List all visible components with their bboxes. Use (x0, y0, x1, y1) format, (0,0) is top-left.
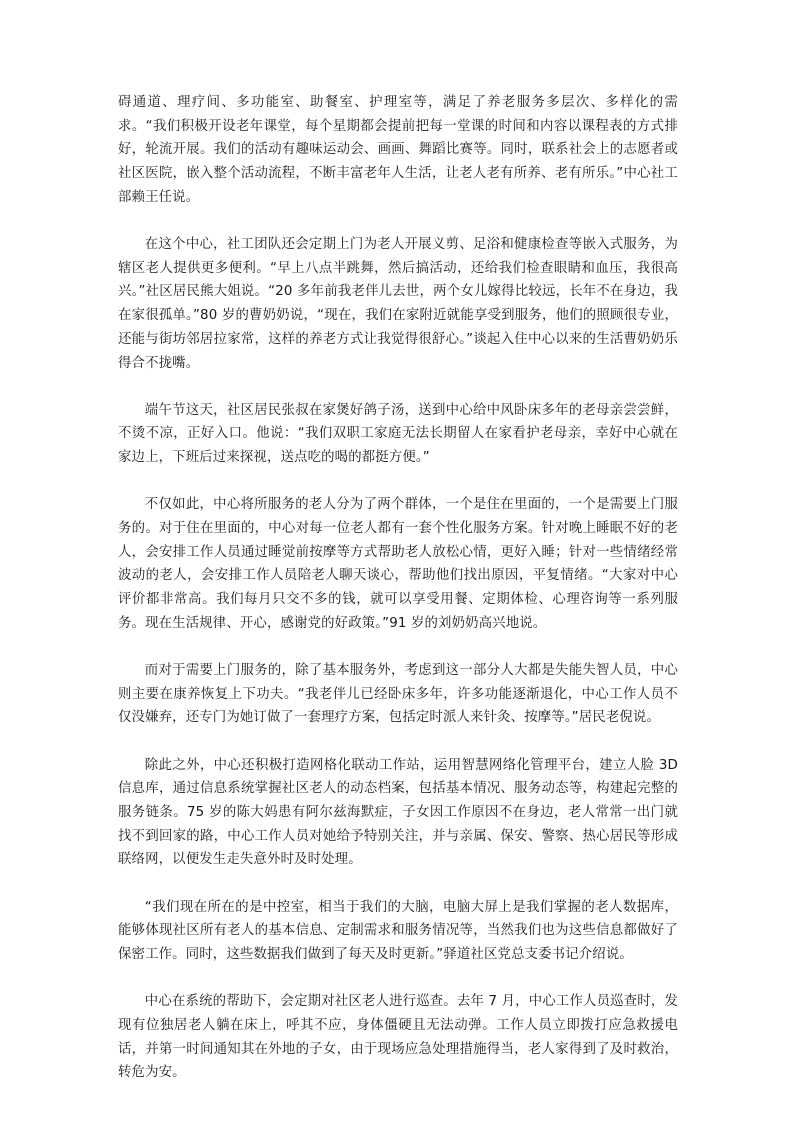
paragraph-7: “我们现在所在的是中控室，相当于我们的大脑，电脑大屏上是我们掌握的老人数据库，能够体现社区所有老人的基本信息、定制需求和服务情况等，当然我们也为这些信息都做好了保密工作。同时，这些数据我们做到了每天及时更新。”驿道社区党总支委书记介绍说。 (118, 899, 678, 963)
paragraph-3: 端午节这天，社区居民张叔在家煲好鸽子汤，送到中心给中风卧床多年的老母亲尝尝鲜，不烫不凉，正好入口。他说：“我们双职工家庭无法长期留人在家看护老母亲，幸好中心就在家边上，下班后过来探视，送点吃的喝的都挺方便。” (118, 402, 678, 466)
paragraph-6: 除此之外，中心还积极打造网格化联动工作站，运用智慧网络化管理平台，建立人脸 3D 信息库，通过信息系统掌握社区老人的动态档案，包括基本情况、服务动态等，构建起完整的服务链条。75 岁的陈大妈患有阿尔兹海默症，子女因工作原因不在身边，老人常常一出门就找不到回家的路，中心工作人员对她给予特别关注，并与亲属、保安、警察、热心居民等形成联络网，以便发生走失意外时及时处理。 (118, 757, 678, 868)
paragraph-1: 碍通道、理疗间、多功能室、助餐室、护理室等，满足了养老服务多层次、多样化的需求。“我们积极开设老年课堂，每个星期都会提前把每一堂课的时间和内容以课程表的方式排好，轮流开展。我们的活动有趣味运动会、画画、舞蹈比赛等。同时，联系社会上的志愿者或社区医院，嵌入整个活动流程，不断丰富老年人生活，让老人老有所养、老有所乐。”中心社工部赖王任说。 (118, 95, 678, 205)
paragraph-4: 不仅如此，中心将所服务的老人分为了两个群体，一个是住在里面的，一个是需要上门服务的。对于住在里面的，中心对每一位老人都有一套个性化服务方案。针对晚上睡眠不好的老人，会安排工作人员通过睡觉前按摩等方式帮助老人放松心情，更好入睡；针对一些情绪经常波动的老人，会安排工作人员陪老人聊天谈心，帮助他们找出原因，平复情绪。“大家对中心评价都非常高。我们每月只交不多的钱，就可以享受用餐、定期体检、心理咨询等一系列服务。现在生活规律、开心，感谢党的好政策。”91 岁的刘奶奶高兴地说。 (118, 497, 678, 631)
article-body (118, 91, 678, 1109)
paragraph-8: 中心在系统的帮助下，会定期对社区老人进行巡查。去年 7 月，中心工作人员巡查时，发现有位独居老人躺在床上，呼其不应，身体僵硬且无法动弹。工作人员立即拨打应急救援电话，并第一时间通知其在外地的子女，由于现场应急处理措施得当，老人家得到了及时救治，转危为安。 (118, 994, 678, 1081)
paragraph-5: 而对于需要上门服务的，除了基本服务外，考虑到这一部分人大都是失能失智人员，中心则主要在康养恢复上下功夫。“我老伴儿已经卧床多年，许多功能逐渐退化，中心工作人员不仅没嫌弃，还专门为她订做了一套理疗方案，包括定时派人来针灸、按摩等。”居民老倪说。 (118, 663, 678, 726)
paragraph-2: 在这个中心，社工团队还会定期上门为老人开展义剪、足浴和健康检查等嵌入式服务，为辖区老人提供更多便利。“早上八点半跳舞，然后搞活动，还给我们检查眼睛和血压，我很高兴。”社区居民熊大姐说。“20 多年前我老伴儿去世，两个女儿嫁得比较远，长年不在身边，我在家很孤单。”80 岁的曹奶奶说，“现在，我们在家附近就能享受到服务，他们的照顾很专业，还能与街坊邻居拉家常，这样的养老方式让我觉得很舒心。”谈起入住中心以来的生活曹奶奶乐得合不拢嘴。 (118, 237, 678, 371)
